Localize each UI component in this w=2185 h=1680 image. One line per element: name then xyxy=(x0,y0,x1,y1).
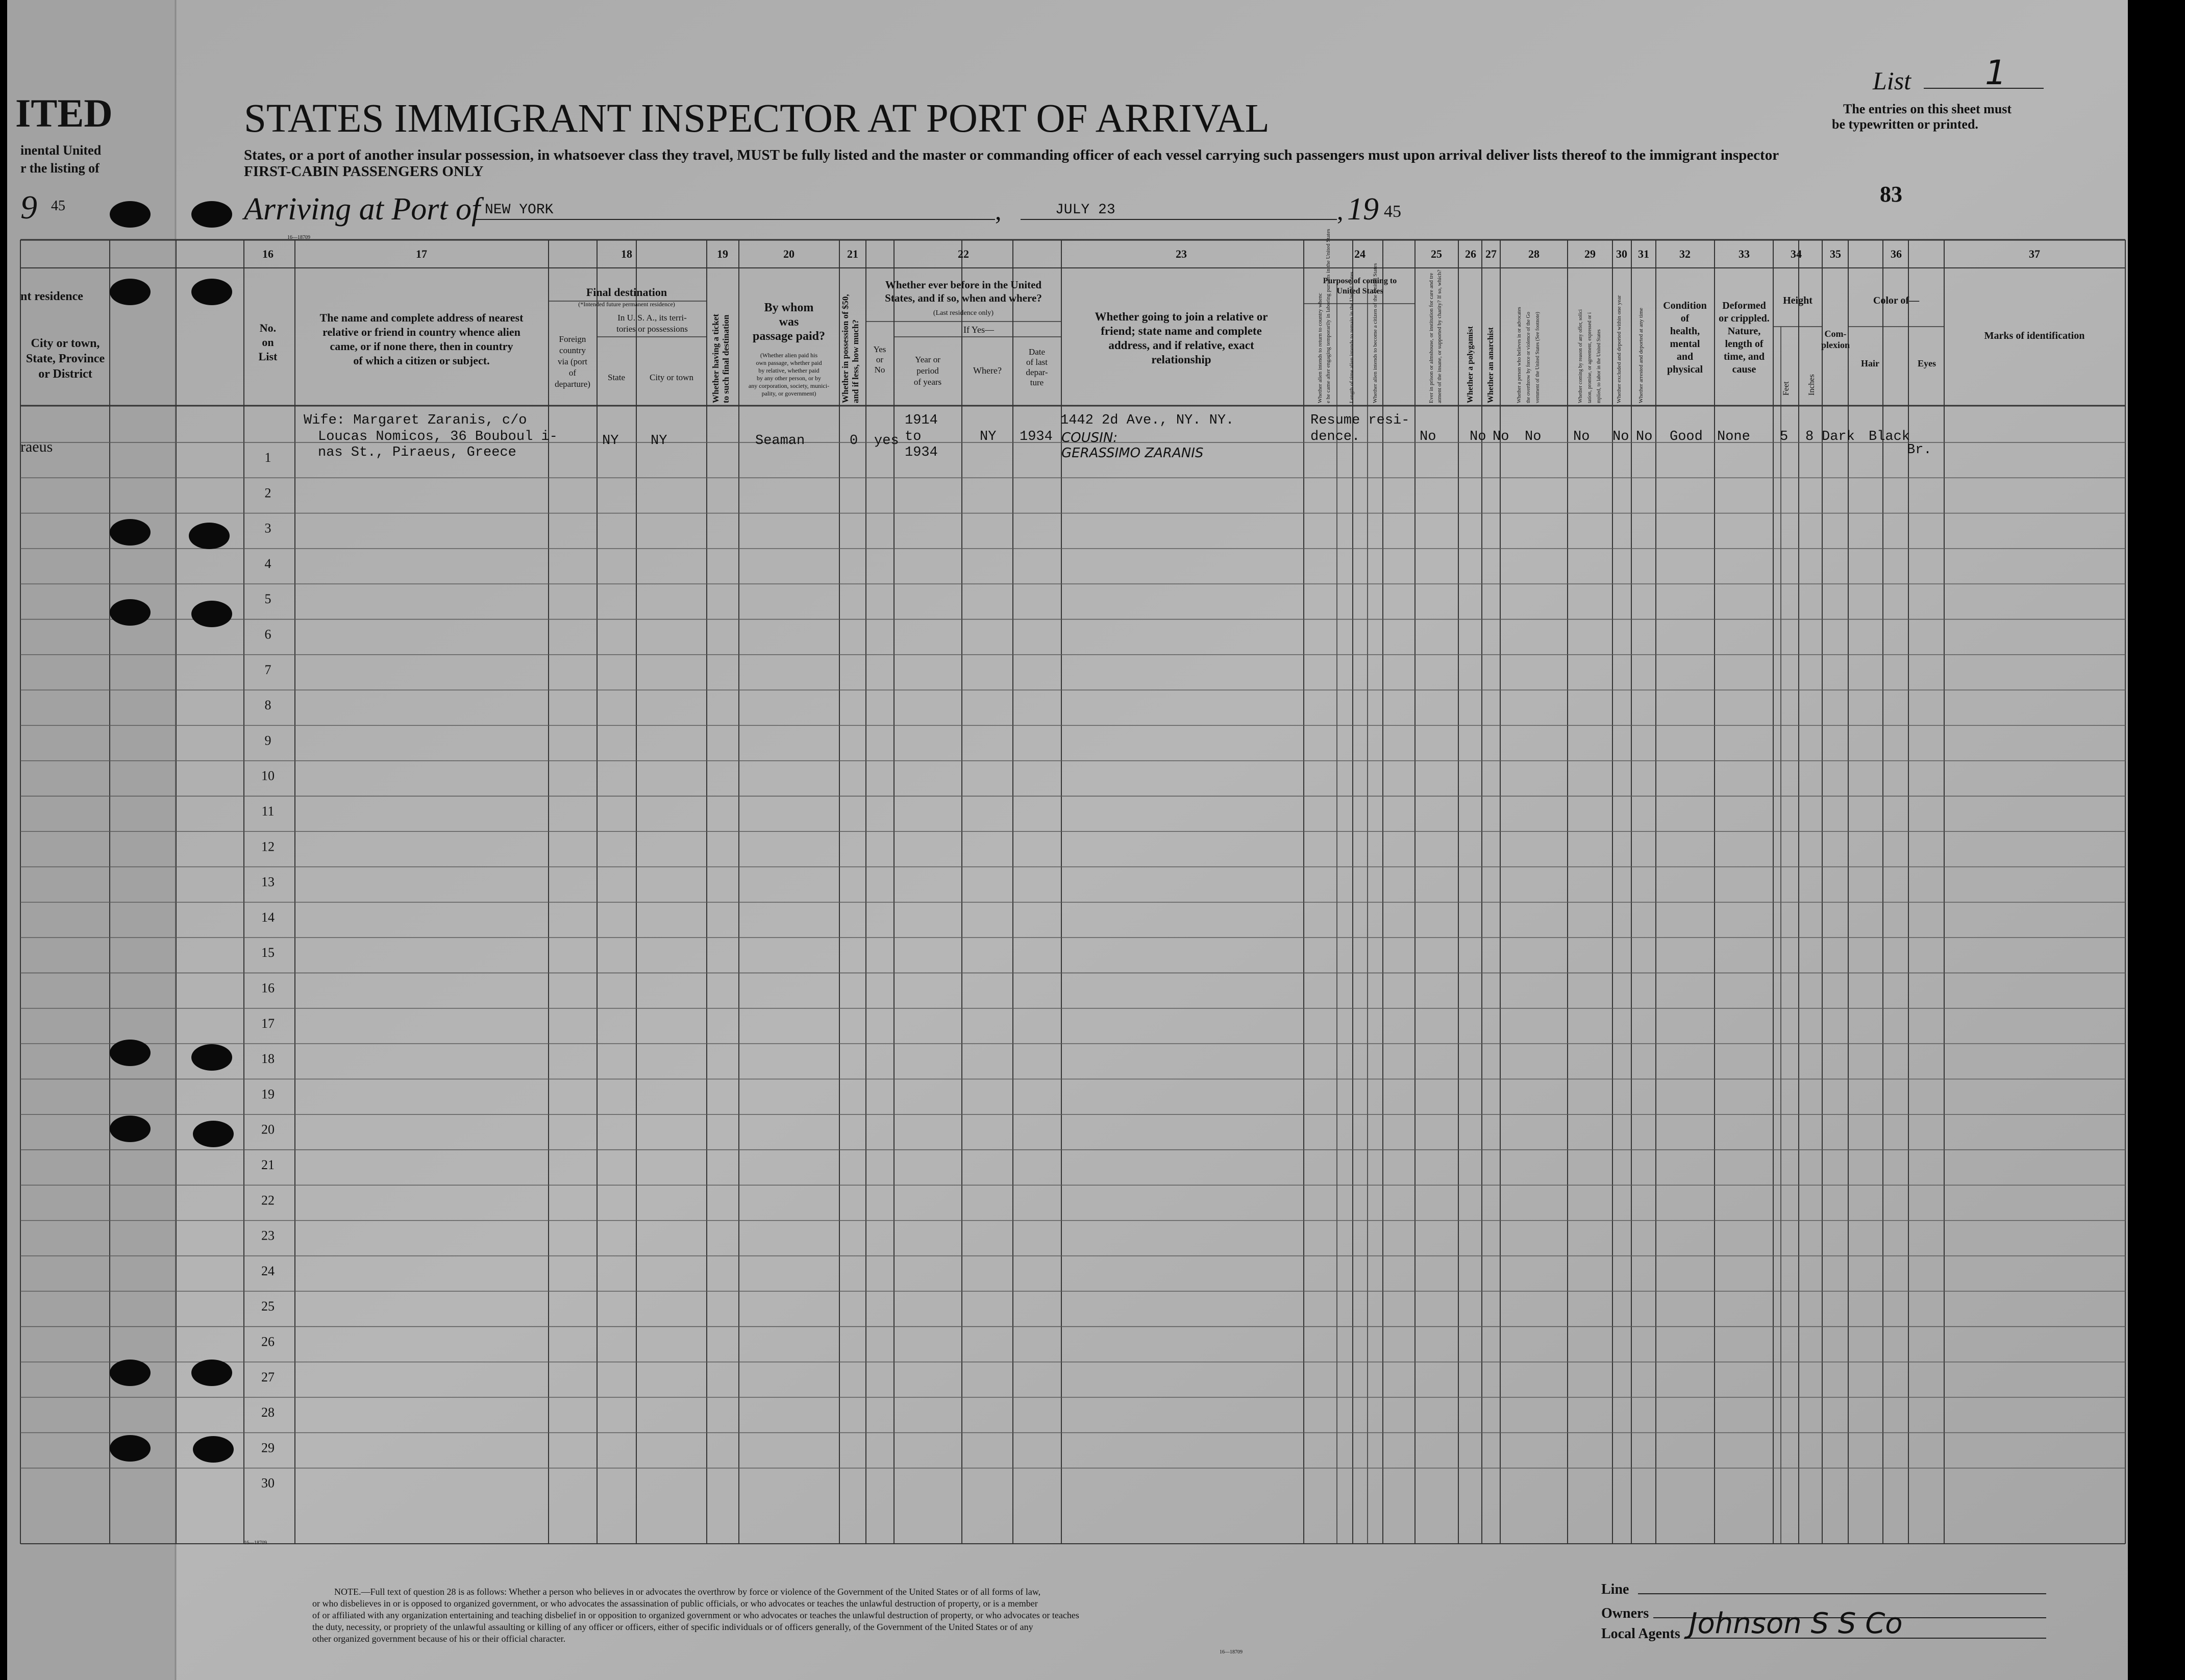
possession-header: Whether in possession of $50, xyxy=(840,294,850,403)
foreign-country-header: departure) xyxy=(555,379,590,389)
foreign-country-header: Foreign xyxy=(559,334,586,344)
joining-header: relationship xyxy=(1151,353,1211,366)
punch-hole xyxy=(193,1436,234,1463)
city-header: City or town xyxy=(650,373,693,382)
row-number: 1 xyxy=(264,450,271,465)
year-period-header: Year or xyxy=(915,355,940,364)
column-number: 18 xyxy=(621,248,632,260)
punch-hole xyxy=(110,1435,151,1462)
marks-header: Marks of identification xyxy=(1984,330,2085,341)
row-number: 7 xyxy=(264,662,271,677)
row-number: 12 xyxy=(261,839,275,854)
overthrow-header: the overthrow by force or violence of the Go xyxy=(1526,312,1531,403)
relative-header: The name and complete address of nearest xyxy=(319,311,524,324)
relative-header: relative or friend in country whence alien xyxy=(322,326,520,338)
column-number: 19 xyxy=(717,248,728,260)
class-line: FIRST-CABIN PASSENGERS ONLY xyxy=(244,163,484,180)
column-number: 21 xyxy=(847,248,858,260)
column-number: 36 xyxy=(1891,248,1902,260)
arrested-header: Whether arrested and deported at any time xyxy=(1638,308,1644,403)
entry-eyes: Br. xyxy=(1907,442,1932,458)
polygamist-header: Whether a polygamist xyxy=(1466,326,1475,403)
entry-state: NY xyxy=(602,433,619,449)
year-period-header: of years xyxy=(913,377,942,387)
row-number: 9 xyxy=(264,733,271,748)
entry-period-line2: to xyxy=(905,429,922,444)
overthrow-header: vernment of the United States (See footnote) xyxy=(1535,312,1541,403)
row-number: 30 xyxy=(261,1475,275,1491)
yes-no-header: No xyxy=(874,365,885,375)
purpose-length-header: Length of time alien intends to remain in the United States xyxy=(1349,271,1355,403)
row-number: 6 xyxy=(264,627,271,642)
entry-join-line1: 1442 2d Ave., NY. NY. xyxy=(1060,413,1234,428)
final-destination-note: (*Intended future permanent residence) xyxy=(578,301,675,308)
list-number: 1 xyxy=(1985,53,2006,92)
ticket-header: to such final destination xyxy=(721,314,731,403)
paper-background xyxy=(7,0,2150,1680)
row-number: 10 xyxy=(261,768,275,783)
hair-header: Hair xyxy=(1861,358,1879,368)
column-number: 37 xyxy=(2029,248,2040,260)
passage-paid-note: pality, or government) xyxy=(761,390,816,397)
agents-signature: Johnson S S Co xyxy=(1689,1607,1903,1640)
ticket-header: Whether having a ticket xyxy=(711,314,721,403)
right-margin xyxy=(2128,0,2185,1680)
row-number: 4 xyxy=(264,556,271,571)
entry-feet: 5 xyxy=(1780,429,1789,444)
possession-header: and if less, how much? xyxy=(851,319,860,403)
footnote-line5: other organized government because of his or their official character. xyxy=(312,1634,566,1644)
left-partial-line2: r the listing of xyxy=(20,161,100,176)
punch-hole xyxy=(191,279,232,305)
column-number: 24 xyxy=(1354,248,1365,260)
left-residence-subheader: State, Province xyxy=(26,352,105,365)
owners-label: Owners xyxy=(1601,1605,1649,1621)
punch-hole xyxy=(189,523,230,549)
column-number: 16 xyxy=(262,248,274,260)
column-number: 35 xyxy=(1830,248,1841,260)
punch-hole xyxy=(191,601,232,627)
entry-anarchist: No xyxy=(1493,429,1509,444)
no-on-list-header: on xyxy=(262,336,274,349)
punch-hole xyxy=(110,1116,151,1142)
left-residence-subheader: City or town, xyxy=(31,337,100,350)
prison-header: Ever in prison or almshouse, or institution for care and tre xyxy=(1428,273,1434,403)
left-partial-year-suffix: 45 xyxy=(51,198,65,214)
sheet-note-line1: The entries on this sheet must xyxy=(1843,102,2012,116)
passage-paid-header: By whom xyxy=(764,301,814,314)
purpose-header: Purpose of coming to xyxy=(1323,277,1397,285)
year-period-header: period xyxy=(916,366,939,376)
column-number: 32 xyxy=(1679,248,1691,260)
punch-hole xyxy=(191,201,232,228)
entry-health: Good xyxy=(1670,429,1703,444)
overthrow-header: Whether a person who believes in or advocates xyxy=(1517,307,1522,403)
complexion-header: plexion xyxy=(1821,340,1850,350)
no-on-list-header: No. xyxy=(259,322,277,334)
column-number: 25 xyxy=(1431,248,1442,260)
excluded-header: Whether excluded and deported within one year xyxy=(1616,295,1622,403)
row-number: 27 xyxy=(261,1369,275,1385)
entry-excluded: No xyxy=(1612,429,1629,444)
purpose-header: United States xyxy=(1336,287,1383,295)
height-header: Height xyxy=(1783,295,1812,306)
passage-paid-note: by relative, whether paid xyxy=(758,367,820,374)
deformed-header: cause xyxy=(1732,364,1756,375)
passage-paid-note: by any other person, or by xyxy=(757,375,821,382)
left-partial-title: ITED xyxy=(15,91,113,135)
departure-header: depar- xyxy=(1026,367,1048,377)
condition-header: Condition xyxy=(1663,300,1707,311)
entry-purpose-line2: dence. xyxy=(1310,429,1360,444)
footnote-line3: of or affiliated with any organization entertaining and teaching disbelief in or opposition to organized government or who advocates or teaches the unlawful destruction of property, or who advocates or teaches xyxy=(312,1610,1079,1620)
row-number: 26 xyxy=(261,1334,275,1349)
entry-period-line3: 1934 xyxy=(905,445,938,460)
page-title: STATES IMMIGRANT INSPECTOR AT PORT OF ARRIVAL xyxy=(244,96,1270,141)
relative-header: came, or if none there, then in country xyxy=(330,340,513,353)
purpose-return-header: Whether alien intends to return to country whenc xyxy=(1317,293,1323,403)
row-number: 11 xyxy=(261,804,275,819)
year-prefix: 19 xyxy=(1347,192,1379,227)
entry-relative-line2: Loucas Nomicos, 36 Bouboul i- xyxy=(318,429,558,444)
joining-header: Whether going to join a relative or xyxy=(1095,310,1268,323)
entry-ever-before: yes xyxy=(874,433,899,449)
passage-paid-note: any corporation, society, munici- xyxy=(748,382,830,389)
punch-hole xyxy=(110,599,151,626)
column-number: 28 xyxy=(1528,248,1540,260)
entry-join-hand1: COUSIN: xyxy=(1061,430,1118,446)
column-number: 20 xyxy=(783,248,794,260)
entry-inches: 8 xyxy=(1805,429,1814,444)
foreign-country-header: via (port xyxy=(557,357,588,366)
row-number: 20 xyxy=(261,1122,275,1137)
entry-join-hand2: GERASSIMO ZARANIS xyxy=(1061,446,1204,461)
entry-relative-line1: Wife: Margaret Zaranis, c/o xyxy=(304,413,527,428)
deformed-header: Nature, xyxy=(1727,326,1761,337)
passage-paid-header: passage paid? xyxy=(752,330,826,343)
column-number: 34 xyxy=(1791,248,1802,260)
footnote-line2: or who disbelieves in or is opposed to organized government, or who advocates the assassination of public officials, or who advocates or teaches the unlawful destruction of property, or is a member xyxy=(312,1598,1038,1609)
purpose-citizen-header: Whether alien intends to become a citizen of the United States xyxy=(1372,263,1378,403)
row-number: 29 xyxy=(261,1440,275,1455)
ever-before-header: Whether ever before in the United xyxy=(885,279,1042,291)
column-number: 31 xyxy=(1638,248,1649,260)
row-number: 28 xyxy=(261,1405,275,1420)
punch-hole xyxy=(191,1044,232,1071)
foreign-country-header: country xyxy=(559,345,586,355)
punch-hole xyxy=(110,279,151,305)
row-number: 18 xyxy=(261,1051,275,1067)
in-usa-header: In U. S. A., its terri- xyxy=(617,313,687,323)
punch-hole xyxy=(110,1360,151,1386)
row-number: 15 xyxy=(261,945,275,960)
port-value: NEW YORK xyxy=(485,202,554,218)
footnote-line1: NOTE.—Full text of question 28 is as follows: Whether a person who believes in or advocates the overthrow by force or violence of the Government of the United States or of all forms of law, xyxy=(334,1587,1041,1597)
yes-no-header: Yes xyxy=(873,344,886,354)
punch-hole xyxy=(191,1360,232,1386)
offer-header: Whether coming by reason of any offer, solici xyxy=(1578,309,1583,403)
condition-header: mental xyxy=(1670,338,1700,350)
row-number: 25 xyxy=(261,1299,275,1314)
entry-departure: 1934 xyxy=(1020,429,1053,444)
row-number: 13 xyxy=(261,874,275,890)
row-number: 19 xyxy=(261,1086,275,1102)
entry-city: NY xyxy=(651,433,667,449)
column-number: 29 xyxy=(1584,248,1596,260)
if-yes-header: If Yes— xyxy=(963,325,995,335)
list-label: List xyxy=(1873,66,1911,95)
entry-polygamist: No xyxy=(1470,429,1486,444)
form-code-bottom: 16—18709 xyxy=(244,1540,267,1546)
left-fold-strip xyxy=(7,0,176,1680)
column-number: 26 xyxy=(1465,248,1476,260)
entry-residence-partial: raeus xyxy=(20,438,53,455)
left-partial-year: 9 xyxy=(20,189,37,226)
column-number: 33 xyxy=(1739,248,1750,260)
purpose-return-header: e he came after engaging temporarily in laboring pursuits in the United States xyxy=(1325,229,1331,403)
entry-where: NY xyxy=(980,429,997,444)
row-number: 14 xyxy=(261,909,275,925)
column-number: 30 xyxy=(1616,248,1627,260)
condition-header: of xyxy=(1680,313,1690,324)
date-comma: , xyxy=(1337,196,1344,225)
condition-header: physical xyxy=(1667,364,1703,375)
departure-header: of last xyxy=(1026,357,1048,367)
row-number: 21 xyxy=(261,1157,275,1172)
entry-offer: No xyxy=(1573,429,1590,444)
entry-money: 0 xyxy=(850,433,858,449)
date-value: JULY 23 xyxy=(1055,202,1115,218)
punch-hole xyxy=(110,1040,151,1066)
deformed-header: or crippled. xyxy=(1719,313,1770,324)
anarchist-header: Whether an anarchist xyxy=(1486,327,1495,403)
deformed-header: Deformed xyxy=(1722,300,1766,311)
column-number: 23 xyxy=(1176,248,1187,260)
final-destination-header: Final destination xyxy=(586,286,667,299)
ever-before-header: States, and if so, when and where? xyxy=(885,292,1042,304)
row-number: 8 xyxy=(264,698,271,713)
offer-header: mplied, to labor in the United States xyxy=(1596,329,1602,403)
entry-arrested: No xyxy=(1636,429,1653,444)
row-number: 16 xyxy=(261,980,275,996)
offer-header: tation, promise, or agreement, expressed or i xyxy=(1587,312,1593,403)
passage-paid-note: (Whether alien paid his xyxy=(760,352,818,359)
condition-header: and xyxy=(1676,351,1694,362)
row-number: 24 xyxy=(261,1263,275,1278)
entry-hair: Black xyxy=(1869,429,1910,444)
foreign-country-header: of xyxy=(568,368,577,378)
row-number: 22 xyxy=(261,1193,275,1208)
deformed-header: time, and xyxy=(1724,351,1765,362)
agents-label: Local Agents xyxy=(1601,1626,1680,1642)
relative-header: of which a citizen or subject. xyxy=(353,354,490,367)
row-number: 3 xyxy=(264,521,271,536)
entry-prison: No xyxy=(1420,429,1436,444)
eyes-header: Eyes xyxy=(1918,358,1936,368)
row-number: 2 xyxy=(264,485,271,501)
complexion-header: Com- xyxy=(1824,329,1847,339)
page-number: 83 xyxy=(1880,182,1902,207)
year-suffix: 45 xyxy=(1384,202,1401,221)
entry-relative-line3: nas St., Piraeus, Greece xyxy=(318,445,516,460)
column-number: 17 xyxy=(416,248,427,260)
inches-header: Inches xyxy=(1807,374,1816,396)
passage-paid-header: was xyxy=(779,315,799,329)
color-of-header: Color of— xyxy=(1873,295,1920,306)
entry-period-line1: 1914 xyxy=(905,413,938,428)
row-number: 17 xyxy=(261,1016,275,1031)
ever-before-note: (Last residence only) xyxy=(933,309,994,317)
entry-overthrow: No xyxy=(1525,429,1542,444)
column-number: 27 xyxy=(1485,248,1497,260)
entry-deformed: None xyxy=(1717,429,1750,444)
entry-complexion: Dark xyxy=(1822,429,1855,444)
column-number: 22 xyxy=(958,248,969,260)
prison-header: atment of the insane, or supported by charity? If so, which? xyxy=(1436,269,1443,403)
condition-header: health, xyxy=(1670,326,1700,337)
line-label: Line xyxy=(1601,1582,1629,1597)
joining-header: address, and if relative, exact xyxy=(1108,339,1254,352)
form-code-top: 16—18709 xyxy=(287,235,310,240)
no-on-list-header: List xyxy=(258,350,278,363)
arriving-label: Arriving at Port of xyxy=(244,192,481,227)
instruction-line: States, or a port of another insular possession, in whatsoever class they travel, MUST be fully listed and the master or commanding officer of each vessel carrying such passengers must upon arrival deliver lists thereof to the immigrant inspector xyxy=(244,147,1779,163)
departure-header: ture xyxy=(1030,378,1044,387)
departure-header: Date xyxy=(1028,347,1046,357)
deformed-header: length of xyxy=(1725,338,1764,350)
sheet-note-line2: be typewritten or printed. xyxy=(1832,117,1978,132)
form-code-footer: 16—18709 xyxy=(1220,1649,1243,1655)
where-header: Where? xyxy=(973,365,1002,376)
punch-hole xyxy=(110,519,151,546)
row-number: 23 xyxy=(261,1228,275,1243)
left-residence-subheader: or District xyxy=(38,367,92,381)
footnote-line4: the duty, necessity, or propriety of the unlawful assaulting or killing of any officer or officers, either of specific individuals or of officers generally, of the Government of the United States or of any xyxy=(312,1622,1033,1632)
feet-header: Feet xyxy=(1782,381,1791,396)
punch-hole xyxy=(193,1121,234,1147)
passage-paid-note: own passage, whether paid xyxy=(756,359,822,366)
entry-paid-by: Seaman xyxy=(755,433,805,449)
state-header: State xyxy=(608,373,625,382)
yes-no-header: or xyxy=(876,355,884,364)
left-partial-line1: inental United xyxy=(20,143,102,158)
in-usa-header: tories or possessions xyxy=(616,324,688,334)
port-comma: , xyxy=(995,196,1002,225)
row-number: 5 xyxy=(264,591,271,607)
joining-header: friend; state name and complete xyxy=(1101,325,1262,337)
entry-purpose-line1: Resume resi- xyxy=(1310,413,1410,428)
left-residence-header: nt residence xyxy=(20,290,83,303)
punch-hole xyxy=(110,201,151,228)
